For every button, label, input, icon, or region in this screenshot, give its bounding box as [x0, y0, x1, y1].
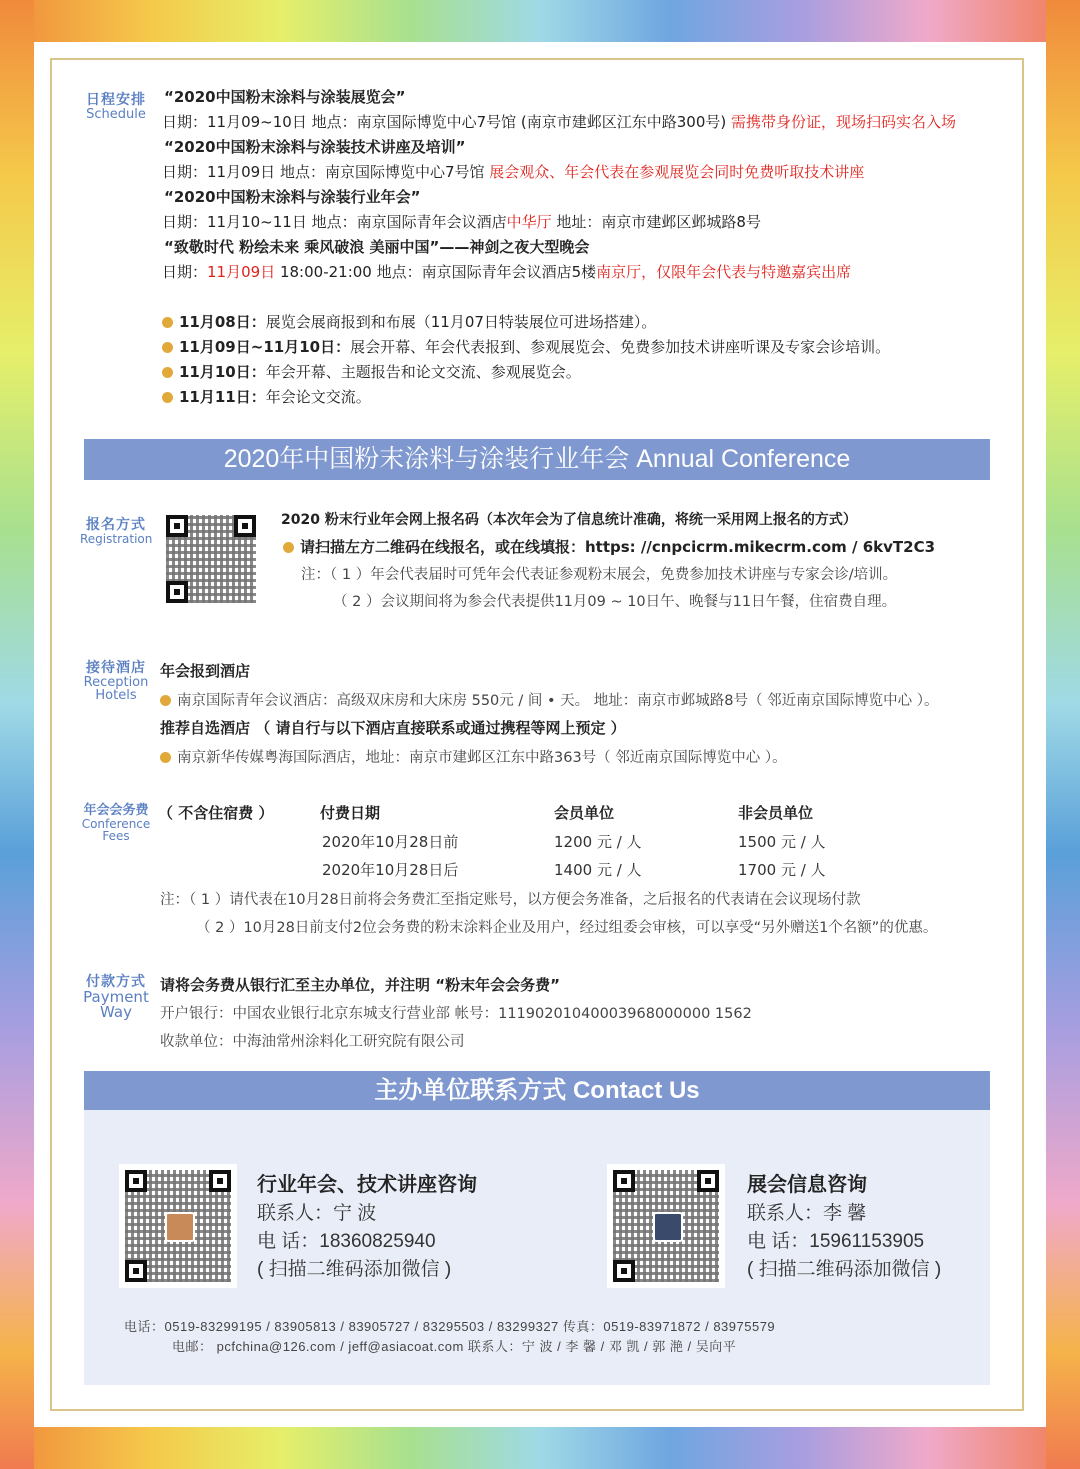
contact-qr-code-2[interactable] — [607, 1164, 725, 1288]
fee-cell: 1500 元 / 人 — [738, 833, 826, 851]
bullet-text: 展会开幕、年会代表报到、参观展览会、免费参加技术讲座听课及专家会诊培训。 — [350, 338, 891, 356]
event-4-title: “致敬时代 粉绘未来 乘风破浪 美丽中国”——神剑之夜大型晚会 — [164, 238, 590, 256]
fee-cell: 2020年10月28日前 — [322, 833, 459, 851]
schedule-bullet — [162, 361, 581, 382]
bullet-text: 年会开幕、主题报告和论文交流、参观展览会。 — [265, 363, 581, 381]
footer-phone-fax: 电话：0519-83299195 / 83905813 / 83905727 / 83295503 / 83299327 传真：0519-83971872 / 83975579 — [124, 1319, 776, 1334]
fees-header-member: 会员单位 — [554, 804, 615, 822]
bullet-dot-icon — [283, 542, 294, 553]
fees-header-date: 付费日期 — [320, 804, 381, 822]
bullet-date: 11月09日~11月10日： — [179, 338, 351, 356]
hotel-item-1 — [160, 689, 938, 710]
annual-conference-banner: 2020年中国粉末涂料与涂装行业年会 Annual Conference — [84, 439, 990, 480]
event-2-note: 展会观众、年会代表在参观展览会同时免费听取技术讲座 — [489, 163, 865, 181]
contact-2-phone: 电 话：15961153905 — [747, 1231, 925, 1252]
event-3-title: “2020中国粉末涂料与涂装行业年会” — [164, 188, 421, 206]
schedule-label-en: Schedule — [86, 106, 146, 122]
fees-label-en-2: Fees — [102, 829, 130, 844]
registration-label — [80, 518, 152, 545]
registration-link[interactable]: 请扫描左方二维码在线报名，或在线填报：https: //cnpcicrm.mikecrm.com / 6kvT2C3 — [300, 538, 936, 556]
contact-banner: 主办单位联系方式 Contact Us — [84, 1071, 990, 1111]
bullet-dot-icon — [162, 392, 173, 403]
rainbow-border-bottom — [0, 1427, 1080, 1469]
schedule-bullet — [162, 336, 890, 357]
contact-2-title: 展会信息咨询 — [747, 1174, 867, 1196]
contact-2-hint: ( 扫描二维码添加微信 ) — [747, 1259, 942, 1280]
fees-label-cn: 年会会务费 — [83, 803, 149, 818]
hotel-label-cn: 接待酒店 — [86, 660, 146, 676]
fees-exclusion-note: （ 不含住宿费 ） — [158, 804, 274, 822]
fee-cell: 1700 元 / 人 — [738, 861, 826, 879]
hotel-item-2 — [160, 746, 787, 767]
event-2-detail — [162, 161, 864, 182]
registration-note-1: 注：（ 1 ）年会代表届时可凭年会代表证参观粉末展会，免费参加技术讲座与专家会诊/培训。 — [301, 567, 898, 583]
contact-2-person: 联系人：李 馨 — [747, 1203, 867, 1224]
event-4-date: 11月09日 — [207, 263, 276, 281]
event-3-detail — [162, 211, 761, 232]
fees-note-1: 注：（ 1 ）请代表在10月28日前将会务费汇至指定账号，以方便会务准备，之后报名的代表请在会议现场付款 — [160, 892, 861, 908]
bullet-date: 11月08日： — [179, 313, 266, 331]
payment-label-cn: 付款方式 — [86, 974, 146, 990]
avatar — [165, 1212, 195, 1242]
event-2-title: “2020中国粉末涂料与涂装技术讲座及培训” — [164, 138, 466, 156]
bullet-text: 展览会展商报到和布展（11月07日特装展位可进场搭建）。 — [265, 313, 657, 331]
hotel-title: 年会报到酒店 — [160, 662, 251, 680]
payment-label-en-1: Payment — [83, 987, 149, 1006]
bullet-dot-icon — [162, 317, 173, 328]
rainbow-border-left — [0, 0, 34, 1469]
schedule-bullet — [162, 386, 371, 407]
hotel-item-1-text: 南京国际青年会议酒店：高级双床房和大床房 550元 / 间 • 天。 地址：南京市邺城路8号（ 邻近南京国际博览中心 ）。 — [177, 693, 939, 709]
schedule-label — [80, 93, 152, 121]
schedule-label-cn: 日程安排 — [86, 92, 146, 108]
payment-label-en-2: Way — [100, 1003, 132, 1022]
bullet-date: 11月11日： — [179, 388, 266, 406]
fee-cell: 1400 元 / 人 — [554, 861, 642, 879]
payment-label — [80, 975, 152, 1021]
event-1-detail — [162, 111, 956, 132]
schedule-bullet — [162, 311, 656, 332]
payment-bank: 开户银行：中国农业银行北京东城支行营业部 帐号：11190201040003968000000 1562 — [160, 1006, 752, 1022]
footer-email-contacts: 电邮： pcfchina@126.com / jeff@asiacoat.com 联系人：宁 波 / 李 馨 / 邓 凯 / 郭 滟 / 吴向平 — [172, 1339, 737, 1354]
event-3-address: 地址：南京市建邺区邺城路8号 — [551, 213, 761, 231]
contact-1-person: 联系人：宁 波 — [257, 1203, 377, 1224]
bullet-dot-icon — [160, 752, 171, 763]
event-3-hall: 中华厅 — [506, 213, 552, 231]
event-1-note: 需携带身份证，现场扫码实名入场 — [731, 113, 957, 131]
event-2-date-place: 日期：11月09日 地点：南京国际博览中心7号馆 — [162, 163, 490, 181]
event-4-time-place: 18:00-21:00 地点：南京国际青年会议酒店5楼 — [275, 263, 597, 281]
contact-1-title: 行业年会、技术讲座咨询 — [257, 1174, 477, 1196]
fees-header-nonmember: 非会员单位 — [738, 804, 814, 822]
hotel-item-2-text: 南京新华传媒粤海国际酒店，地址：南京市建邺区江东中路363号（ 邻近南京国际博览中心 ）。 — [177, 750, 787, 766]
event-4-date-label: 日期： — [162, 263, 208, 281]
hotel-label-en-1: Reception — [83, 674, 149, 690]
avatar — [653, 1212, 683, 1242]
bullet-text: 年会论文交流。 — [265, 388, 371, 406]
fees-label — [78, 804, 154, 843]
payment-title: 请将会务费从银行汇至主办单位，并注明 “粉末年会会务费” — [160, 976, 560, 994]
fees-note-2: （ 2 ）10月28日前支付2位会务费的粉末涂料企业及用户，经过组委会审核，可以享受“另外赠送1个名额”的优惠。 — [196, 920, 938, 936]
fee-cell: 2020年10月28日后 — [322, 861, 459, 879]
bullet-date: 11月10日： — [179, 363, 266, 381]
rainbow-border-top — [0, 0, 1080, 42]
contact-1-hint: ( 扫描二维码添加微信 ) — [257, 1259, 452, 1280]
contact-1-phone: 电 话：18360825940 — [257, 1231, 436, 1252]
hotel-label — [80, 661, 152, 703]
fee-cell: 1200 元 / 人 — [554, 833, 642, 851]
registration-title: 2020 粉末行业年会网上报名码（本次年会为了信息统计准确，将统一采用网上报名的方式） — [281, 512, 857, 528]
event-1-title: “2020中国粉末涂料与涂装展览会” — [164, 88, 406, 106]
event-4-note: 南京厅，仅限年会代表与特邀嘉宾出席 — [596, 263, 852, 281]
bullet-dot-icon — [162, 342, 173, 353]
registration-label-en: Registration — [80, 531, 153, 546]
hotel-label-en-2: Hotels — [95, 688, 137, 704]
registration-qr-code[interactable] — [160, 509, 262, 609]
bullet-dot-icon — [160, 695, 171, 706]
event-3-date-place: 日期：11月10~11日 地点：南京国际青年会议酒店 — [162, 213, 507, 231]
fees-label-en-1: Conference — [81, 816, 151, 831]
hotel-recommended-title: 推荐自选酒店 （ 请自行与以下酒店直接联系或通过携程等网上预定 ） — [160, 719, 626, 737]
registration-label-cn: 报名方式 — [86, 517, 146, 533]
rainbow-border-right — [1046, 0, 1080, 1469]
payment-payee: 收款单位：中海油常州涂料化工研究院有限公司 — [160, 1034, 465, 1050]
event-1-date-place: 日期：11月09~10日 地点：南京国际博览中心7号馆 (南京市建邺区江东中路300号) — [162, 113, 732, 131]
event-4-detail — [162, 261, 851, 282]
bullet-dot-icon — [162, 367, 173, 378]
registration-note-2: （ 2 ）会议期间将为参会代表提供11月09 ~ 10日午、晚餐与11日午餐，住宿费自理。 — [333, 594, 897, 610]
contact-qr-code-1[interactable] — [119, 1164, 237, 1288]
registration-instruction — [283, 536, 935, 557]
